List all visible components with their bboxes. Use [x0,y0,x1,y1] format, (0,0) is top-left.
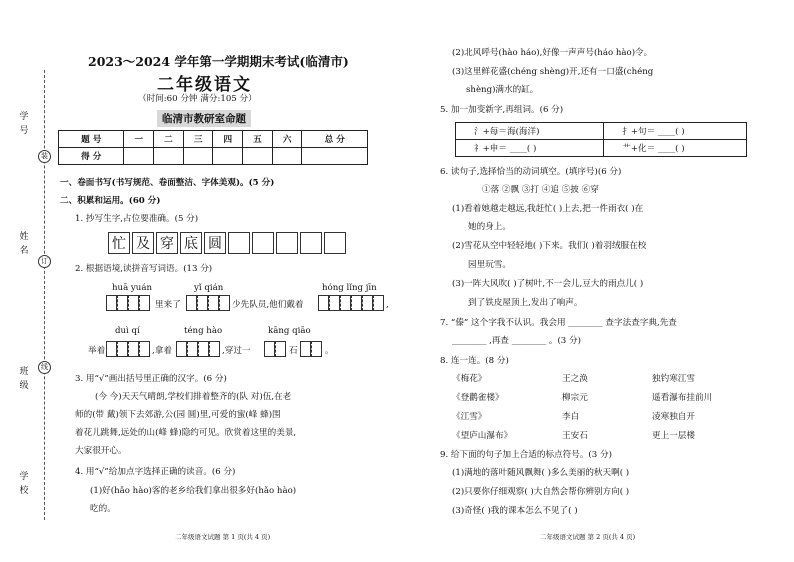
poet-name: 李白 [562,412,580,422]
question-6: 6. 读句子,选择恰当的动词填空。(填序号)(6 分) [440,167,622,177]
q3-line-1: (今 今)天天气晴朗,学校们排着整齐的(队 对)伍,在老 [95,392,292,402]
pinyin-huayuan: huā yuán [112,283,152,293]
exam-subtitle: 二年级语文 [157,75,252,95]
combine-cell[interactable]: 礻+申＝ ____( ) [456,140,604,157]
pinyin-tenghao: téng hào [184,326,223,336]
page-2-footer: 二年级语文试题 第 2 页(共 4 页) [540,533,636,541]
school-label: 学校 [19,472,29,496]
q2-text-5: ,拿着 [152,346,172,356]
q3-line-2: 师的(带 戴)领下去郊游,公(园 圆)里,可爱的蜜(峰 蜂)围 [75,410,281,420]
question-7-line-2: ________ ,再查 ________ 。(3 分) [452,336,581,346]
pinyin-duiqi: duì qí [115,326,140,336]
q6-line-2: 她的身上。 [468,222,511,232]
poem-line: 独钓寒江雪 [652,374,695,384]
combine-cell: 氵+每＝海(海洋) [456,123,604,140]
q4-line-3: (2)北风呼号(hào háo),好像一声声号(háo hào)令。 [452,48,653,58]
char-write-cell[interactable] [228,232,250,254]
binding-hole-ding: 订 [38,255,51,268]
poem-title: 《江雪》 [452,412,487,422]
poet-name: 王之涣 [562,374,588,384]
section-1-heading: 一、卷面书写(书写规范、卷面整洁、字体美观)。(5 分) [60,178,275,188]
question-2: 2. 根据语境,读拼音写词语。(13 分) [75,264,213,274]
char-cell: 圆 [204,232,226,254]
binding-dashed-line [44,70,45,520]
binding-hole-xian: 线 [38,361,51,374]
score-value-row [59,148,368,165]
q2-text-7: 石 [289,346,298,356]
score-input-cell[interactable] [154,148,184,165]
binding-column [0,0,56,562]
score-header-cell: 一 [124,131,154,148]
answer-box-tenghao[interactable] [176,341,220,357]
poet-name: 柳宗元 [562,393,588,403]
q2-text-2: 少先队员,他们戴着 [232,300,304,310]
q6-line-6: 到了铁皮屋顶上,发出了响声。 [468,298,583,308]
q6-line-1: (1)看着她越走越远,我赶忙( )上去,把一件雨衣( )在 [452,204,644,214]
q2-text-1: 里来了 [155,300,181,310]
score-input-cell[interactable] [124,148,154,165]
score-header-row [59,131,368,148]
q2-text-8: 。 [325,346,334,356]
q9-line-2: (2)只要你仔细观察( )大自然会帮你辨别方向( ) [452,487,630,497]
score-input-cell[interactable] [302,148,368,165]
char-write-cell[interactable] [276,232,298,254]
copy-character-grid [108,232,348,254]
pinyin-honglingjin: hóng lǐng jīn [322,283,377,293]
poem-line: 凌寒独自开 [652,412,695,422]
q2-text-3: , [386,300,389,310]
score-input-cell[interactable] [213,148,243,165]
question-8: 8. 连一连。(8 分) [440,356,509,366]
time-info: （时间:60 分钟 满分:105 分） [138,94,257,104]
question-3: 3. 用“√”画出括号里正确的汉字。(6 分) [75,374,227,384]
score-row-label: 得 分 [59,148,124,165]
answer-box-yiqian[interactable] [186,295,230,311]
q2-text-4: 举着 [88,346,106,356]
answer-box-duiqi[interactable] [106,341,150,357]
answer-box-qiao[interactable] [300,341,322,357]
poem-title: 《梅花》 [452,374,487,384]
score-header-cell: 六 [272,131,302,148]
poem-line: 更上一层楼 [652,431,695,441]
section-2-heading: 二、积累和运用。(60 分) [60,196,161,206]
score-header-cell: 题 号 [59,131,124,148]
q4-line-5: shèng)满水的缸。 [466,85,539,95]
combine-characters-table [455,122,747,157]
score-header-cell: 总 分 [302,131,368,148]
q9-line-1: (1)满地的落叶随风飘舞( )多么美丽的秋天啊( ) [452,468,630,478]
page-1-footer: 二年级语文试题 第 1 页(共 4 页) [175,533,271,541]
poem-title: 《登鹳雀楼》 [452,393,504,403]
char-write-cell[interactable] [324,232,346,254]
answer-box-huayuan[interactable] [106,295,150,311]
combine-cell[interactable]: 艹+化＝ ____( ) [604,140,747,157]
char-write-cell[interactable] [252,232,274,254]
char-cell: 忙 [108,232,130,254]
q6-line-4: 园里玩雪。 [468,260,511,270]
class-label: 班级 [19,367,29,391]
name-label: 姓名 [19,232,29,256]
pinyin-kangqiao: kāng qiāo [268,326,311,336]
binding-hole-zhuang: 装 [38,150,51,163]
q6-line-5: (3)一阵大风吹( )了树叶,不一会儿,豆大的雨点儿( ) [452,279,644,289]
q9-line-3: (3)奇怪( )我的课本怎么不见了( ) [452,506,578,516]
pinyin-yiqian: yǐ qián [194,283,224,293]
q3-line-4: 大家很开心。 [75,446,127,456]
char-write-cell[interactable] [300,232,322,254]
score-table [58,130,368,165]
q4-line-1: (1)好(hǎo hào)客的老乡给我们拿出很多好(hǎo hào) [90,486,297,496]
combine-cell[interactable]: 扌+句＝ ____( ) [604,123,747,140]
question-4: 4. 用“√”给加点字选择正确的读音。(6 分) [75,467,236,477]
score-header-cell: 三 [183,131,213,148]
score-header-cell: 五 [243,131,273,148]
char-cell: 穿 [156,232,178,254]
score-header-cell: 四 [213,131,243,148]
exam-title: 2023～2024 学年第一学期期末考试(临清市) [88,54,349,69]
question-1: 1. 抄写生字,占位要准确。(5 分) [75,214,199,224]
question-9: 9. 给下面的句子加上合适的标点符号。(3 分) [440,450,612,460]
score-header-cell: 二 [154,131,184,148]
answer-box-honglingjin[interactable] [318,295,384,311]
score-input-cell[interactable] [272,148,302,165]
student-number-label: 学号 [19,112,29,136]
q4-line-2: 吃的。 [90,504,116,514]
q4-line-4: (3)这里鲜花盛(chéng shèng)开,还有一口盛(chéng [452,67,654,77]
question-7-line-1: 7. “傣” 这个字我不认识。我会用 ________ 查字法查字典,先查 [440,318,677,328]
q6-line-3: (2)雪花从空中轻轻地( )下来。我们( )着羽绒服在校 [452,241,647,251]
char-cell: 及 [132,232,154,254]
author-badge: 临清市教研室命题 [157,110,251,127]
poem-title: 《望庐山瀑布》 [452,431,513,441]
question-5: 5. 加一加变新字,再组词。(6 分) [440,105,564,115]
poem-line: 遥看瀑布挂前川 [652,393,713,403]
poet-name: 王安石 [562,431,588,441]
q2-text-6: ,穿过一 [222,346,251,356]
answer-box-kang[interactable] [264,341,286,357]
q6-options: ①落 ②飘 ③打 ④追 ⑤披 ⑥穿 [482,185,599,195]
q3-line-3: 着花儿跳舞,远处的山(峰 蜂)隐约可见。欣赏着这里的美景, [75,428,297,438]
score-input-cell[interactable] [183,148,213,165]
score-input-cell[interactable] [243,148,273,165]
char-cell: 底 [180,232,202,254]
